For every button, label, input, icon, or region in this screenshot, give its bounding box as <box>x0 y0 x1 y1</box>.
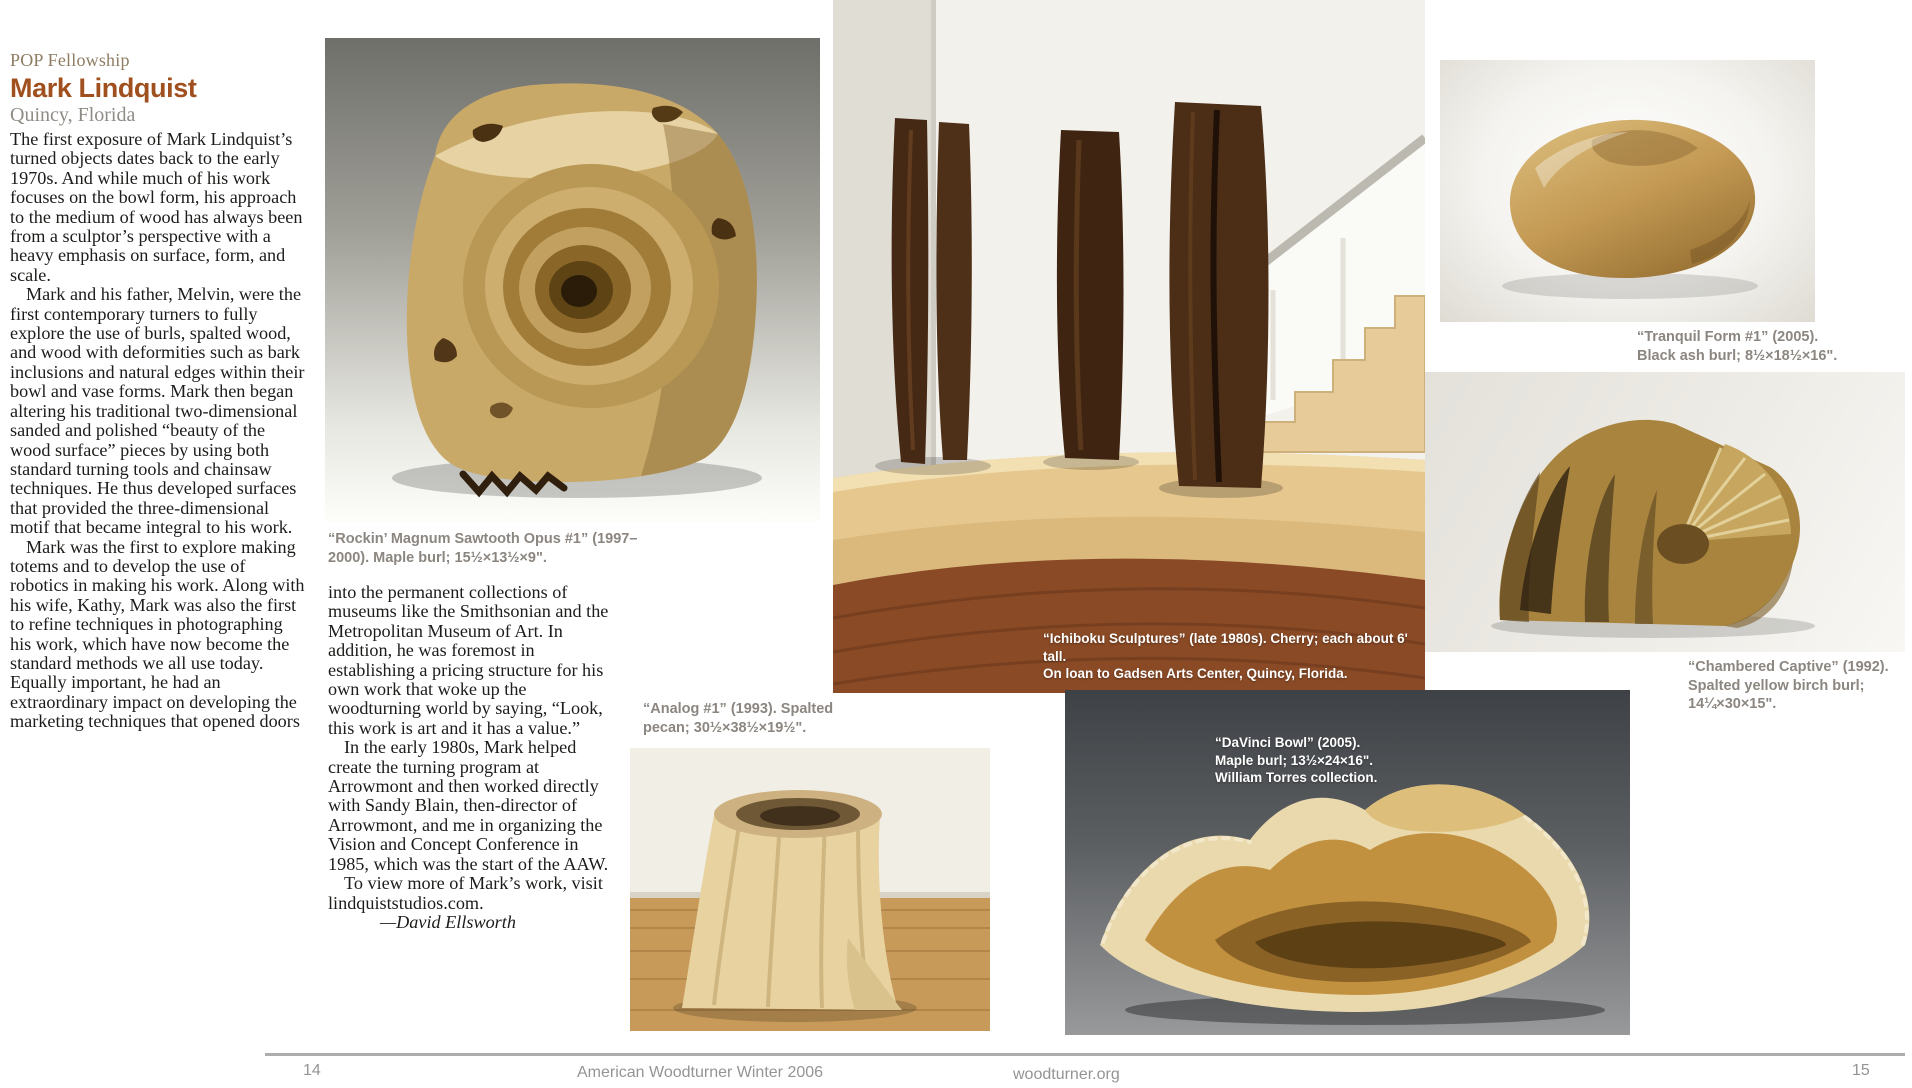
caption-line: “DaVinci Bowl” (2005). <box>1215 735 1361 750</box>
caption-line: “Analog #1” (1993). Spalted <box>643 701 834 717</box>
caption-line: “Rockin’ Magnum Sawtooth Opus #1” (1997– <box>328 531 638 547</box>
page-number-right: 15 <box>1852 1062 1870 1079</box>
paragraph: Mark was the first to explore making totems and to develop the use of robotics in making his work. Along with his wife, Kathy, Mark was also the first to refine techniques in photographing his work, which have now become the standard methods we all use today. Equally important, he had an extraordinary impact on developing the marketing techniques that opened doors <box>10 536 305 732</box>
ichiboku-illustration <box>833 0 1425 693</box>
paragraph: In the early 1980s, Mark helped create the turning program at Arrowmont and then worked directly with Sandy Blain, then-director of Arrowmont, and me in organizing the Vision and Concept Conference in 1985, which was the start of the AAW. <box>328 737 609 874</box>
paragraph: The first exposure of Mark Lindquist’s turned objects dates back to the early 1970s. And while much of his work focuses on the bowl form, his approach to the medium of wood has always been from a sculptor’s perspective with a heavy emphasis on surface, form, and scale. <box>10 129 303 285</box>
article-column-1 <box>10 130 306 732</box>
paragraph: To view more of Mark’s work, visit lindquiststudios.com. <box>328 873 603 913</box>
artist-location: Quincy, Florida <box>10 104 136 126</box>
footer-rule <box>265 1053 1905 1056</box>
footer-website: woodturner.org <box>1013 1066 1120 1083</box>
page-title: Mark Lindquist <box>10 73 197 103</box>
paragraph: Mark and his father, Melvin, were the first contemporary turners to fully explore the use of burls, spalted wood, and wood with deformities such as bark inclusions and natural edges within their bowl and vase forms. Mark then began altering his traditional two-dimensional sanded and polished “beauty of the wood surface” pieces by using both standard turning tools and chainsaw techniques. He thus developed surfaces that provided the three-dimensional motif that became integral to his work. <box>10 284 305 538</box>
caption-line: 14¼×30×15". <box>1688 696 1777 712</box>
photo-davinci-bowl <box>1065 690 1630 1035</box>
fellowship-eyebrow: POP Fellowship <box>10 50 130 70</box>
caption-chambered-captive <box>1688 658 1908 714</box>
article-column-2 <box>328 583 618 932</box>
caption-line: On loan to Gadsen Arts Center, Quincy, Florida. <box>1043 666 1348 681</box>
caption-line: Black ash burl; 8½×18½×16". <box>1637 347 1838 364</box>
caption-rockin-magnum <box>328 530 658 567</box>
article-header <box>10 50 306 127</box>
caption-line: pecan; 30½×38½×19½". <box>643 719 807 736</box>
caption-ichiboku <box>1043 630 1413 683</box>
author-signature: —David Ellsworth <box>380 911 516 932</box>
caption-analog <box>643 700 873 737</box>
chambered-captive-illustration <box>1425 372 1905 652</box>
rockin-magnum-illustration <box>325 38 820 522</box>
page-number-left: 14 <box>303 1062 321 1079</box>
caption-line: William Torres collection. <box>1215 770 1378 785</box>
caption-davinci-bowl <box>1215 734 1455 787</box>
photo-analog <box>630 748 990 1031</box>
caption-line: “Chambered Captive” (1992). <box>1688 659 1889 675</box>
caption-tranquil-form <box>1637 328 1897 365</box>
photo-tranquil-form <box>1440 60 1815 322</box>
caption-line: Spalted yellow birch burl; <box>1688 677 1865 694</box>
photo-chambered-captive <box>1425 372 1905 652</box>
caption-line: 2000). Maple burl; 15½×13½×9". <box>328 549 547 566</box>
photo-rockin-magnum <box>325 38 820 522</box>
caption-line: “Tranquil Form #1” (2005). <box>1637 329 1819 345</box>
photo-ichiboku-sculptures <box>833 0 1425 693</box>
paragraph: into the permanent collections of museums like the Smithsonian and the Metropolitan Museum of Art. In addition, he was foremost in establishing a pricing structure for his own work that woke up the woodturning world by saying, “Look, this work is art and it has a value.” <box>328 582 609 738</box>
footer-journal-title: American Woodturner Winter 2006 <box>577 1064 824 1081</box>
caption-line: “Ichiboku Sculptures” (late 1980s). Cherry; each about 6' tall. <box>1043 631 1408 664</box>
analog-illustration <box>630 748 990 1031</box>
caption-line: Maple burl; 13½×24×16". <box>1215 752 1373 768</box>
tranquil-form-illustration <box>1440 60 1815 322</box>
